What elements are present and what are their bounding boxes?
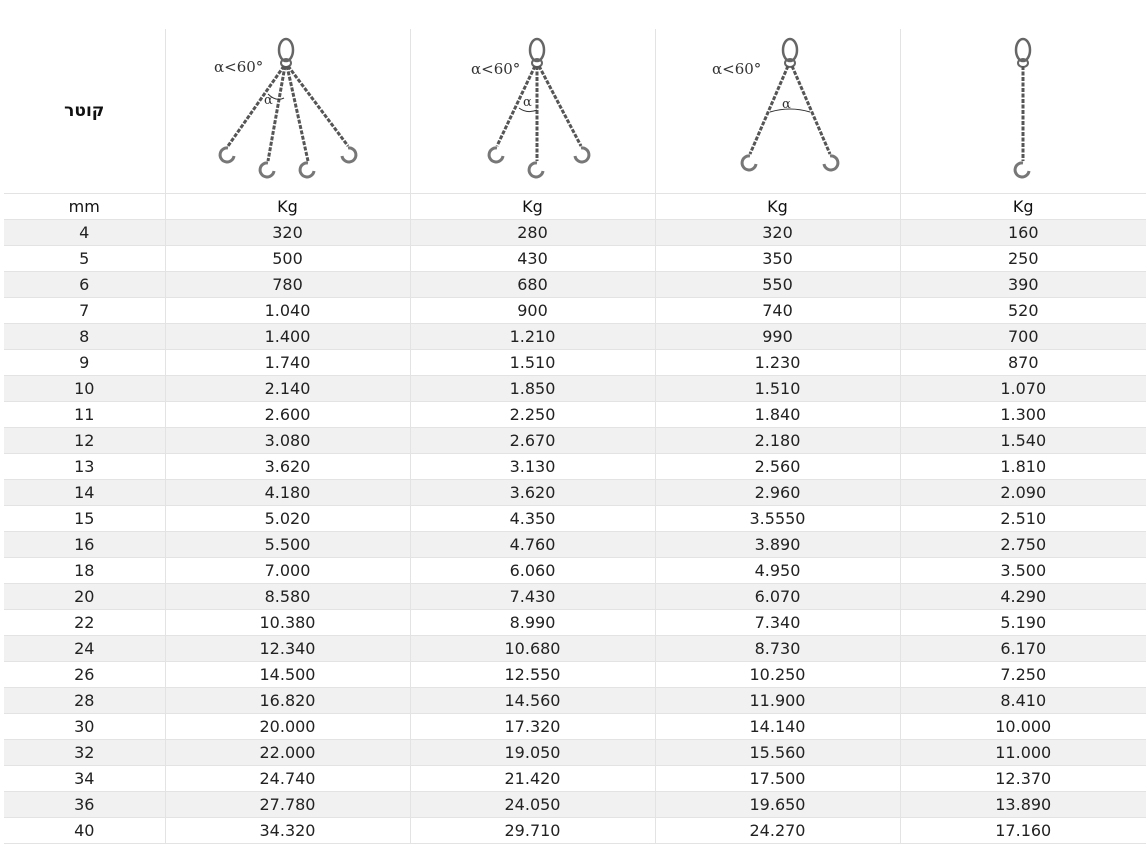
- diameter-cell: 9: [4, 350, 165, 376]
- capacity-cell: 1.740: [165, 350, 410, 376]
- capacity-cell: 3.5550: [655, 506, 900, 532]
- capacity-cell: 680: [410, 272, 655, 298]
- capacity-cell: 320: [165, 220, 410, 246]
- svg-text:α<60°: α<60°: [213, 58, 263, 76]
- capacity-cell: 500: [165, 246, 410, 272]
- capacity-cell: 7.000: [165, 558, 410, 584]
- table-row: [4, 818, 1146, 844]
- table-row: [4, 558, 1146, 584]
- four-leg-sling-icon: [208, 36, 368, 186]
- single-leg-sling-icon: [943, 36, 1103, 186]
- diameter-cell: 20: [4, 584, 165, 610]
- capacity-cell: 19.650: [655, 792, 900, 818]
- capacity-cell: 2.510: [900, 506, 1146, 532]
- table-row: [4, 688, 1146, 714]
- sling-capacity-table: [4, 29, 1146, 844]
- diameter-cell: 30: [4, 714, 165, 740]
- capacity-cell: 8.410: [900, 688, 1146, 714]
- table-row: [4, 246, 1146, 272]
- capacity-cell: 4.760: [410, 532, 655, 558]
- capacity-cell: 14.140: [655, 714, 900, 740]
- capacity-cell: 1.300: [900, 402, 1146, 428]
- table-row: [4, 740, 1146, 766]
- diameter-cell: 5: [4, 246, 165, 272]
- diameter-cell: 8: [4, 324, 165, 350]
- capacity-cell: 10.250: [655, 662, 900, 688]
- capacity-cell: 1.070: [900, 376, 1146, 402]
- capacity-cell: 2.750: [900, 532, 1146, 558]
- capacity-cell: 1.540: [900, 428, 1146, 454]
- four-leg-sling-cell: [165, 29, 410, 194]
- capacity-cell: 390: [900, 272, 1146, 298]
- capacity-cell: 7.430: [410, 584, 655, 610]
- capacity-cell: 3.890: [655, 532, 900, 558]
- capacity-cell: 10.680: [410, 636, 655, 662]
- table-row: [4, 350, 1146, 376]
- capacity-cell: 5.500: [165, 532, 410, 558]
- diameter-header: קוטר: [4, 29, 165, 194]
- capacity-cell: 2.670: [410, 428, 655, 454]
- capacity-cell: 6.070: [655, 584, 900, 610]
- capacity-cell: 1.510: [410, 350, 655, 376]
- capacity-cell: 6.060: [410, 558, 655, 584]
- capacity-cell: 520: [900, 298, 1146, 324]
- capacity-cell: 4.290: [900, 584, 1146, 610]
- table-row: [4, 272, 1146, 298]
- capacity-cell: 8.730: [655, 636, 900, 662]
- diameter-cell: 22: [4, 610, 165, 636]
- capacity-cell: 17.160: [900, 818, 1146, 844]
- capacity-cell: 250: [900, 246, 1146, 272]
- table-body: [4, 220, 1146, 844]
- diameter-cell: 13: [4, 454, 165, 480]
- capacity-cell: 7.250: [900, 662, 1146, 688]
- capacity-cell: 3.620: [410, 480, 655, 506]
- capacity-cell: 350: [655, 246, 900, 272]
- capacity-cell: 1.230: [655, 350, 900, 376]
- table-row: [4, 480, 1146, 506]
- svg-text:α<60°: α<60°: [711, 60, 761, 78]
- table-row: [4, 662, 1146, 688]
- diameter-cell: 24: [4, 636, 165, 662]
- diameter-cell: 10: [4, 376, 165, 402]
- capacity-cell: 2.960: [655, 480, 900, 506]
- table-row: [4, 324, 1146, 350]
- diameter-cell: 4: [4, 220, 165, 246]
- table-row: [4, 610, 1146, 636]
- svg-text:α: α: [522, 95, 532, 110]
- diameter-cell: 14: [4, 480, 165, 506]
- unit-header-kg: Kg: [410, 194, 655, 220]
- capacity-cell: 2.560: [655, 454, 900, 480]
- capacity-cell: 700: [900, 324, 1146, 350]
- capacity-cell: 17.500: [655, 766, 900, 792]
- table-row: [4, 428, 1146, 454]
- capacity-cell: 19.050: [410, 740, 655, 766]
- capacity-cell: 2.250: [410, 402, 655, 428]
- capacity-cell: 14.560: [410, 688, 655, 714]
- diameter-cell: 28: [4, 688, 165, 714]
- capacity-cell: 10.380: [165, 610, 410, 636]
- capacity-cell: 550: [655, 272, 900, 298]
- capacity-cell: 27.780: [165, 792, 410, 818]
- capacity-cell: 13.890: [900, 792, 1146, 818]
- capacity-cell: 4.180: [165, 480, 410, 506]
- capacity-cell: 280: [410, 220, 655, 246]
- capacity-cell: 1.400: [165, 324, 410, 350]
- unit-row: [4, 194, 1146, 220]
- capacity-cell: 1.840: [655, 402, 900, 428]
- capacity-cell: 11.900: [655, 688, 900, 714]
- capacity-cell: 900: [410, 298, 655, 324]
- capacity-cell: 430: [410, 246, 655, 272]
- capacity-cell: 14.500: [165, 662, 410, 688]
- capacity-cell: 8.990: [410, 610, 655, 636]
- table-row: [4, 532, 1146, 558]
- capacity-cell: 3.080: [165, 428, 410, 454]
- diameter-cell: 36: [4, 792, 165, 818]
- capacity-cell: 11.000: [900, 740, 1146, 766]
- svg-text:α: α: [781, 97, 791, 112]
- capacity-cell: 1.040: [165, 298, 410, 324]
- capacity-cell: 740: [655, 298, 900, 324]
- capacity-cell: 7.340: [655, 610, 900, 636]
- capacity-cell: 15.560: [655, 740, 900, 766]
- capacity-cell: 4.950: [655, 558, 900, 584]
- table-row: [4, 220, 1146, 246]
- capacity-cell: 17.320: [410, 714, 655, 740]
- table-row: [4, 506, 1146, 532]
- diameter-cell: 12: [4, 428, 165, 454]
- capacity-cell: 1.510: [655, 376, 900, 402]
- table-row: [4, 636, 1146, 662]
- capacity-cell: 870: [900, 350, 1146, 376]
- diameter-cell: 16: [4, 532, 165, 558]
- diameter-cell: 7: [4, 298, 165, 324]
- capacity-cell: 990: [655, 324, 900, 350]
- capacity-cell: 3.130: [410, 454, 655, 480]
- capacity-cell: 4.350: [410, 506, 655, 532]
- table-row: [4, 766, 1146, 792]
- three-leg-sling-icon: [453, 36, 613, 186]
- table-row: [4, 298, 1146, 324]
- capacity-cell: 24.050: [410, 792, 655, 818]
- capacity-cell: 780: [165, 272, 410, 298]
- two-leg-sling-cell: [655, 29, 900, 194]
- diameter-cell: 11: [4, 402, 165, 428]
- capacity-cell: 3.500: [900, 558, 1146, 584]
- capacity-cell: 2.140: [165, 376, 410, 402]
- table-row: [4, 402, 1146, 428]
- sling-diagram-row: [4, 29, 1146, 194]
- capacity-cell: 1.850: [410, 376, 655, 402]
- diameter-cell: 34: [4, 766, 165, 792]
- table-row: [4, 714, 1146, 740]
- diameter-cell: 26: [4, 662, 165, 688]
- unit-header-mm: mm: [4, 194, 165, 220]
- capacity-cell: 21.420: [410, 766, 655, 792]
- unit-header-kg: Kg: [900, 194, 1146, 220]
- capacity-cell: 12.340: [165, 636, 410, 662]
- svg-text:α: α: [263, 93, 273, 108]
- capacity-cell: 3.620: [165, 454, 410, 480]
- unit-header-kg: Kg: [165, 194, 410, 220]
- table-row: [4, 454, 1146, 480]
- capacity-cell: 34.320: [165, 818, 410, 844]
- capacity-cell: 1.810: [900, 454, 1146, 480]
- capacity-cell: 160: [900, 220, 1146, 246]
- capacity-cell: 29.710: [410, 818, 655, 844]
- table-row: [4, 792, 1146, 818]
- diameter-cell: 15: [4, 506, 165, 532]
- capacity-cell: 24.270: [655, 818, 900, 844]
- svg-text:α<60°: α<60°: [470, 60, 520, 78]
- capacity-cell: 2.600: [165, 402, 410, 428]
- capacity-cell: 1.210: [410, 324, 655, 350]
- capacity-cell: 2.180: [655, 428, 900, 454]
- table-row: [4, 584, 1146, 610]
- capacity-cell: 5.190: [900, 610, 1146, 636]
- table-row: [4, 376, 1146, 402]
- capacity-cell: 12.370: [900, 766, 1146, 792]
- capacity-cell: 24.740: [165, 766, 410, 792]
- single-leg-sling-cell: [900, 29, 1146, 194]
- capacity-cell: 6.170: [900, 636, 1146, 662]
- diameter-cell: 6: [4, 272, 165, 298]
- capacity-cell: 22.000: [165, 740, 410, 766]
- capacity-cell: 2.090: [900, 480, 1146, 506]
- capacity-cell: 20.000: [165, 714, 410, 740]
- unit-header-kg: Kg: [655, 194, 900, 220]
- diameter-cell: 40: [4, 818, 165, 844]
- capacity-cell: 320: [655, 220, 900, 246]
- two-leg-sling-icon: [698, 36, 858, 186]
- capacity-cell: 5.020: [165, 506, 410, 532]
- diameter-cell: 32: [4, 740, 165, 766]
- diameter-cell: 18: [4, 558, 165, 584]
- capacity-cell: 10.000: [900, 714, 1146, 740]
- sling-capacity-table-wrapper: [4, 29, 1146, 844]
- three-leg-sling-cell: [410, 29, 655, 194]
- capacity-cell: 12.550: [410, 662, 655, 688]
- capacity-cell: 16.820: [165, 688, 410, 714]
- capacity-cell: 8.580: [165, 584, 410, 610]
